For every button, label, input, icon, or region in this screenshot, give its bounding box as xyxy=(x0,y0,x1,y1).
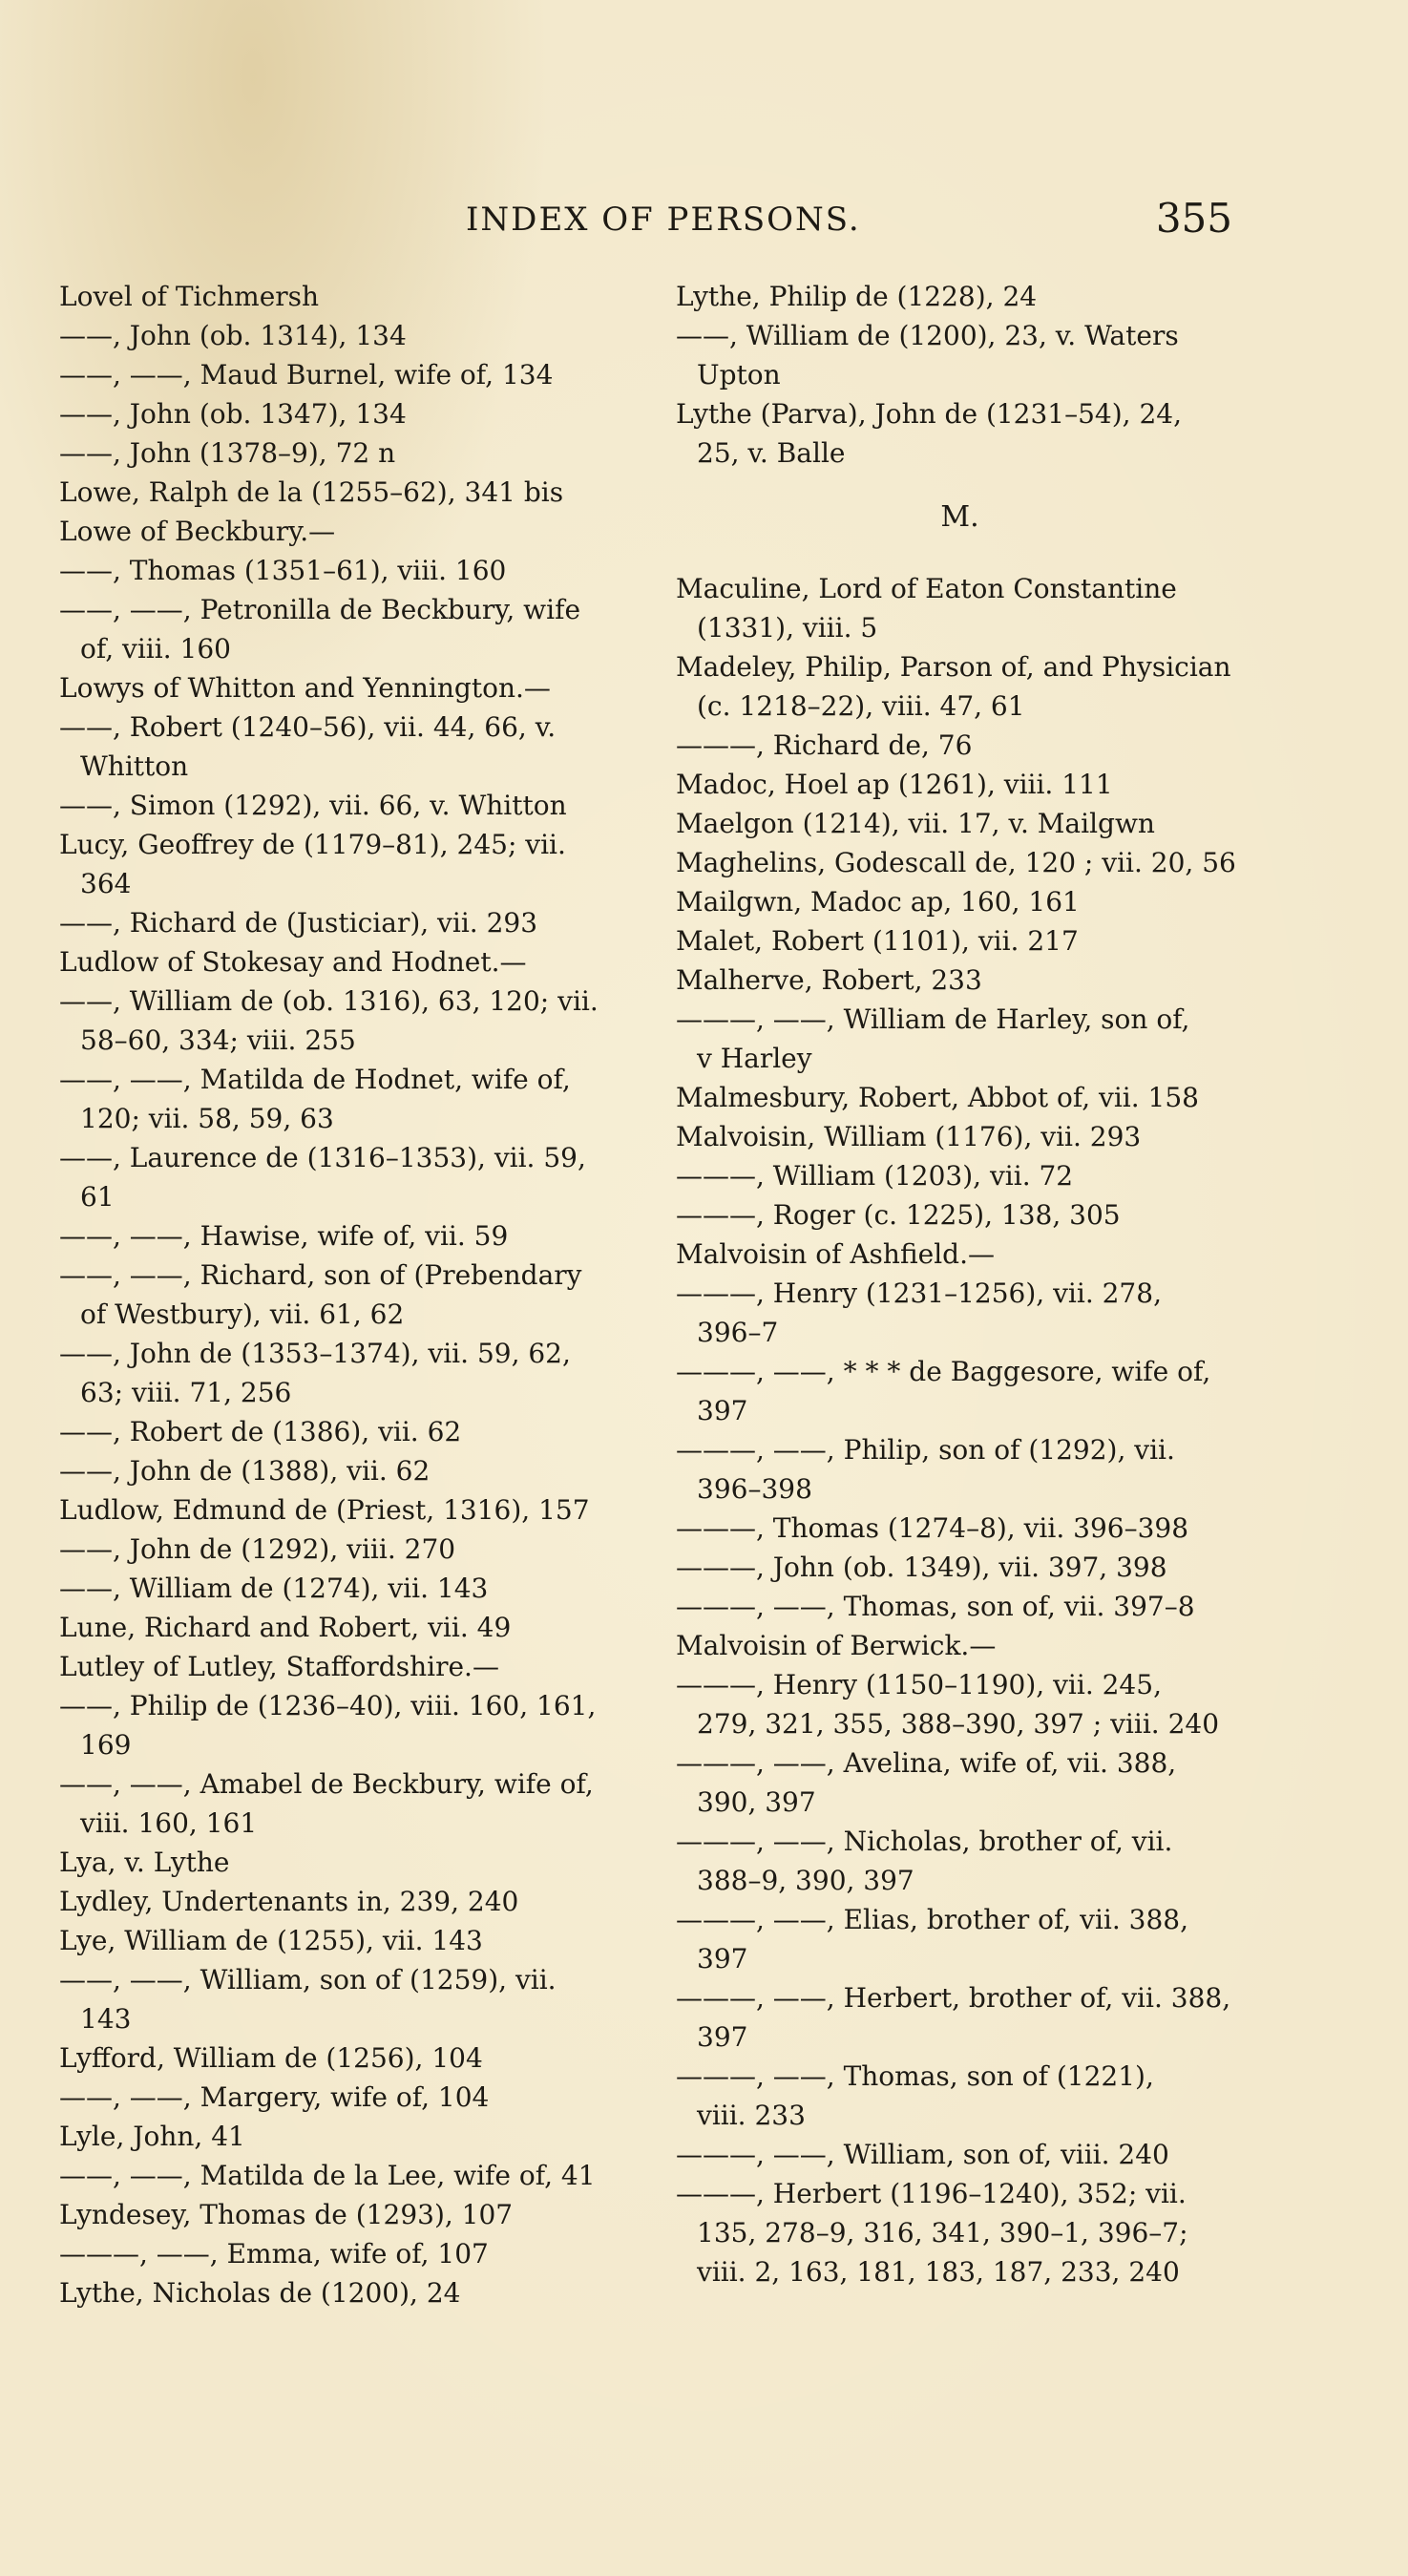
index-entry-continuation: 397 xyxy=(697,1943,748,1974)
index-entry xyxy=(59,982,630,1060)
index-entry-line: Lyfford, William de (1256), 104 xyxy=(59,2042,483,2074)
index-entry xyxy=(59,2078,630,2117)
index-entry-line: ——, William de (1200), 23, v. Waters xyxy=(676,320,1179,351)
index-entry-line: Lya, v. Lythe xyxy=(59,1847,230,1878)
index-entry xyxy=(676,1665,1244,1743)
index-entry-line: ——, ——, Matilda de la Lee, wife of, 41 xyxy=(59,2160,596,2191)
index-entry xyxy=(59,316,630,355)
index-entry xyxy=(59,903,630,942)
index-entry-line: Lydley, Undertenants in, 239, 240 xyxy=(59,1886,519,1917)
index-entry xyxy=(59,1569,630,1608)
index-entry xyxy=(59,1882,630,1921)
index-entry xyxy=(59,1412,630,1451)
index-entry xyxy=(59,786,630,825)
index-entry-line: ———, Roger (c. 1225), 138, 305 xyxy=(676,1199,1121,1231)
index-entry xyxy=(676,1235,1244,1274)
index-entry xyxy=(59,942,630,982)
index-entry xyxy=(59,394,630,433)
index-entry-line: Lutley of Lutley, Staffordshire.— xyxy=(59,1651,499,1682)
index-entry xyxy=(676,1626,1244,1665)
index-entry-line: Malherve, Robert, 233 xyxy=(676,964,982,996)
index-entry-line: Lowys of Whitton and Yennington.— xyxy=(59,672,551,704)
index-entry-continuation: v Harley xyxy=(697,1043,812,1074)
index-entry xyxy=(59,1960,630,2038)
index-entry xyxy=(676,882,1244,921)
index-entry xyxy=(676,961,1244,1000)
index-entry-line: Malmesbury, Robert, Abbot of, vii. 158 xyxy=(676,1082,1199,1113)
index-entry-continuation: 120; vii. 58, 59, 63 xyxy=(80,1103,334,1134)
index-entry-continuation: viii. 2, 163, 181, 183, 187, 233, 240 xyxy=(697,2256,1180,2288)
index-entry-line: ——, William de (1274), vii. 143 xyxy=(59,1573,489,1604)
index-entry-line: Lythe (Parva), John de (1231–54), 24, xyxy=(676,398,1183,430)
index-entry-continuation: 169 xyxy=(80,1729,132,1761)
index-entry-line: ——, ——, Hawise, wife of, vii. 59 xyxy=(59,1220,509,1252)
index-entry-line: ——, Philip de (1236–40), viii. 160, 161, xyxy=(59,1690,597,1721)
index-entry-line: ——, Thomas (1351–61), viii. 160 xyxy=(59,555,507,586)
index-entry xyxy=(676,1743,1244,1822)
index-entry xyxy=(676,804,1244,843)
index-entry xyxy=(676,1587,1244,1626)
index-entry-line: ——, William de (ob. 1316), 63, 120; vii. xyxy=(59,985,599,1017)
index-entry xyxy=(59,2273,630,2312)
page-title: INDEX OF PERSONS. xyxy=(466,201,861,239)
index-entry-line: Lowe, Ralph de la (1255–62), 341 bis xyxy=(59,476,564,508)
page-number: 355 xyxy=(1155,195,1232,242)
index-entry-continuation: 397 xyxy=(697,2021,748,2053)
index-entry-line: ——, John de (1388), vii. 62 xyxy=(59,1455,431,1487)
index-entry xyxy=(676,2135,1244,2174)
index-entry xyxy=(676,316,1244,394)
index-entry-line: ——, ——, Petronilla de Beckbury, wife xyxy=(59,594,581,625)
index-entry-line: Maelgon (1214), vii. 17, v. Mailgwn xyxy=(676,808,1155,839)
index-entry xyxy=(59,433,630,473)
index-entry-continuation: 396–398 xyxy=(697,1473,812,1505)
index-entry xyxy=(59,2038,630,2078)
index-entry-line: Malet, Robert (1101), vii. 217 xyxy=(676,925,1079,957)
index-entry-line: ——, John (ob. 1314), 134 xyxy=(59,320,407,351)
index-entry xyxy=(676,1156,1244,1195)
index-entry-line: ——, Robert de (1386), vii. 62 xyxy=(59,1416,462,1447)
index-entry-line: ———, Herbert (1196–1240), 352; vii. xyxy=(676,2178,1187,2209)
index-entry-line: ——, Simon (1292), vii. 66, v. Whitton xyxy=(59,790,567,821)
index-entry xyxy=(59,1451,630,1490)
index-entry-line: Lyndesey, Thomas de (1293), 107 xyxy=(59,2199,514,2230)
index-entry-line: ——, John de (1292), viii. 270 xyxy=(59,1533,456,1565)
index-entry xyxy=(59,707,630,786)
index-entries-m xyxy=(676,569,1244,2291)
index-entry-line: ———, ——, William de Harley, son of, xyxy=(676,1003,1190,1035)
index-entry xyxy=(59,590,630,668)
index-entry-line: ——, Robert (1240–56), vii. 44, 66, v. xyxy=(59,711,557,743)
index-entry-continuation: of, viii. 160 xyxy=(80,633,231,665)
index-entry xyxy=(676,1274,1244,1352)
index-entry-continuation: of Westbury), vii. 61, 62 xyxy=(80,1299,405,1330)
index-entry xyxy=(676,1000,1244,1078)
index-entry-line: ———, ——, * * * de Baggesore, wife of, xyxy=(676,1356,1211,1387)
index-entry-line: ——, ——, William, son of (1259), vii. xyxy=(59,1964,557,1995)
index-entry-line: ——, Laurence de (1316–1353), vii. 59, xyxy=(59,1142,586,1173)
index-entry-continuation: 143 xyxy=(80,2003,132,2035)
index-entry xyxy=(676,1430,1244,1509)
index-entry xyxy=(59,551,630,590)
index-entry xyxy=(676,1509,1244,1548)
index-entry-continuation: Whitton xyxy=(80,750,189,782)
index-entry-line: Madeley, Philip, Parson of, and Physician xyxy=(676,651,1231,683)
index-entry xyxy=(59,2195,630,2234)
index-entry xyxy=(59,1138,630,1216)
index-entry-line: ——, ——, Amabel de Beckbury, wife of, xyxy=(59,1768,594,1800)
index-entry-line: ———, ——, Thomas, son of (1221), xyxy=(676,2060,1154,2092)
index-entry-line: Lye, William de (1255), vii. 143 xyxy=(59,1925,483,1956)
index-entry-continuation: viii. 233 xyxy=(697,2100,806,2131)
index-entry xyxy=(59,825,630,903)
index-entry-line: Lowe of Beckbury.— xyxy=(59,516,336,547)
index-entry-line: ———, ——, Nicholas, brother of, vii. xyxy=(676,1826,1173,1857)
index-entry-line: ———, Henry (1150–1190), vii. 245, xyxy=(676,1669,1162,1700)
index-entry-line: Lythe, Nicholas de (1200), 24 xyxy=(59,2277,461,2309)
index-entry-line: ——, ——, Richard, son of (Prebendary xyxy=(59,1259,582,1291)
index-entry-continuation: Upton xyxy=(697,359,781,391)
index-entry-continuation: 58–60, 334; viii. 255 xyxy=(80,1024,356,1056)
index-entry xyxy=(59,1334,630,1412)
index-entry-line: ——, John de (1353–1374), vii. 59, 62, xyxy=(59,1338,571,1369)
index-entry-continuation: 61 xyxy=(80,1181,115,1213)
index-entry xyxy=(676,2174,1244,2291)
index-entry xyxy=(676,1117,1244,1156)
index-entry-continuation: 25, v. Balle xyxy=(697,437,846,469)
index-entry-line: ———, ——, Avelina, wife of, vii. 388, xyxy=(676,1747,1177,1779)
index-entry-line: ——, John (1378–9), 72 n xyxy=(59,437,396,469)
index-entry-continuation: 388–9, 390, 397 xyxy=(697,1865,914,1896)
index-entry xyxy=(59,355,630,394)
index-column-right xyxy=(676,277,1244,2291)
index-entry-line: Lune, Richard and Robert, vii. 49 xyxy=(59,1612,512,1643)
index-entry-line: ——, ——, Margery, wife of, 104 xyxy=(59,2081,490,2113)
index-entry-continuation: 397 xyxy=(697,1395,748,1426)
index-entry-continuation: (1331), viii. 5 xyxy=(697,612,878,644)
index-entry xyxy=(676,1548,1244,1587)
index-entry-continuation: 364 xyxy=(80,868,132,899)
index-entry xyxy=(59,1608,630,1647)
index-entry-line: Malvoisin of Ashfield.— xyxy=(676,1238,995,1270)
index-entry-line: ———, Thomas (1274–8), vii. 396–398 xyxy=(676,1512,1189,1544)
index-entry xyxy=(676,1900,1244,1978)
index-entry xyxy=(59,473,630,512)
index-entry xyxy=(59,1843,630,1882)
index-entry xyxy=(676,647,1244,726)
index-entry xyxy=(676,277,1244,316)
index-entry-line: Malvoisin, William (1176), vii. 293 xyxy=(676,1121,1142,1152)
index-entry-line: Maculine, Lord of Eaton Constantine xyxy=(676,573,1177,604)
index-entry-continuation: viii. 160, 161 xyxy=(80,1807,258,1839)
index-entry xyxy=(59,512,630,551)
index-entry-line: ———, ——, William, son of, viii. 240 xyxy=(676,2139,1169,2170)
index-entry-continuation: 135, 278–9, 316, 341, 390–1, 396–7; xyxy=(697,2217,1188,2249)
index-entry xyxy=(676,843,1244,882)
index-entry-line: Lyle, John, 41 xyxy=(59,2121,245,2152)
index-entry xyxy=(676,1195,1244,1235)
index-entry xyxy=(676,765,1244,804)
index-entry-line: ———, ——, Emma, wife of, 107 xyxy=(59,2238,489,2270)
index-entry-line: ———, ——, Herbert, brother of, vii. 388, xyxy=(676,1982,1231,2014)
index-entry-continuation: 396–7 xyxy=(697,1317,779,1348)
index-entry-line: Lucy, Geoffrey de (1179–81), 245; vii. xyxy=(59,829,566,860)
index-entry-continuation: 390, 397 xyxy=(697,1786,816,1818)
index-entry xyxy=(676,1978,1244,2057)
index-entry-line: Malvoisin of Berwick.— xyxy=(676,1630,997,1661)
index-entry-line: ——, ——, Maud Burnel, wife of, 134 xyxy=(59,359,554,391)
index-entry xyxy=(59,2156,630,2195)
index-entry-line: Lythe, Philip de (1228), 24 xyxy=(676,281,1038,312)
index-entry xyxy=(59,1256,630,1334)
index-entry-line: Lovel of Tichmersh xyxy=(59,281,320,312)
index-entry-line: Madoc, Hoel ap (1261), viii. 111 xyxy=(676,769,1113,800)
index-entry-line: ———, ——, Thomas, son of, vii. 397–8 xyxy=(676,1591,1195,1622)
index-entry-line: ———, William (1203), vii. 72 xyxy=(676,1160,1074,1192)
index-entry xyxy=(59,668,630,707)
index-entry xyxy=(676,1822,1244,1900)
index-entry xyxy=(676,394,1244,473)
index-entry xyxy=(59,277,630,316)
index-entry-line: ——, John (ob. 1347), 134 xyxy=(59,398,407,430)
index-entry-line: ——, ——, Matilda de Hodnet, wife of, xyxy=(59,1064,571,1095)
section-letter-m: M. xyxy=(940,500,979,534)
index-entry xyxy=(676,1352,1244,1430)
index-entry-line: ———, Henry (1231–1256), vii. 278, xyxy=(676,1277,1162,1309)
index-entry-line: Mailgwn, Madoc ap, 160, 161 xyxy=(676,886,1080,918)
index-entry xyxy=(59,1764,630,1843)
index-entry xyxy=(59,1216,630,1256)
index-entry-line: ———, ——, Elias, brother of, vii. 388, xyxy=(676,1904,1189,1935)
index-entry-line: ———, Richard de, 76 xyxy=(676,729,973,761)
index-entry-line: ———, ——, Philip, son of (1292), vii. xyxy=(676,1434,1175,1466)
index-entry-line: Ludlow, Edmund de (Priest, 1316), 157 xyxy=(59,1494,590,1526)
index-entry xyxy=(676,569,1244,647)
index-entry-line: Ludlow of Stokesay and Hodnet.— xyxy=(59,946,527,978)
index-entry-line: Maghelins, Godescall de, 120 ; vii. 20, 56 xyxy=(676,847,1236,878)
index-entry xyxy=(59,2234,630,2273)
index-entry-continuation: 63; viii. 71, 256 xyxy=(80,1377,292,1408)
index-entry xyxy=(676,1078,1244,1117)
index-entry xyxy=(676,2057,1244,2135)
index-entry xyxy=(59,1530,630,1569)
index-entry xyxy=(59,1647,630,1686)
index-entry xyxy=(59,1490,630,1530)
index-entry xyxy=(59,2117,630,2156)
index-entry xyxy=(676,921,1244,961)
index-entry-line: ———, John (ob. 1349), vii. 397, 398 xyxy=(676,1552,1167,1583)
index-entries-l-continued xyxy=(676,277,1244,473)
index-entry-continuation: (c. 1218–22), viii. 47, 61 xyxy=(697,690,1025,722)
index-entry xyxy=(59,1686,630,1764)
page-header xyxy=(0,195,1408,252)
index-entry xyxy=(59,1060,630,1138)
index-entry xyxy=(59,1921,630,1960)
index-entry-line: ——, Richard de (Justiciar), vii. 293 xyxy=(59,907,538,939)
index-entry-continuation: 279, 321, 355, 388–390, 397 ; viii. 240 xyxy=(697,1708,1220,1740)
index-entry xyxy=(676,726,1244,765)
index-column-left xyxy=(59,277,630,2312)
